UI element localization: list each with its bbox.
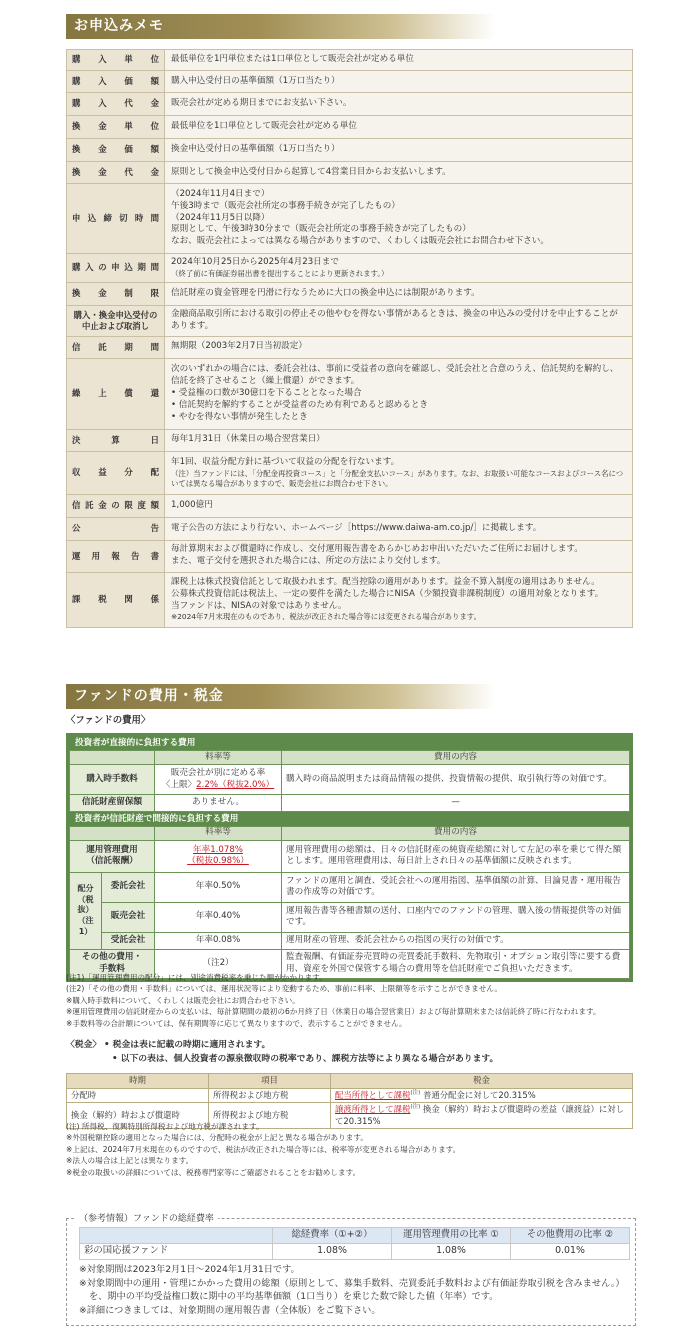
- memo-label-text: 購入・換金申込受付の中止および取消し: [73, 309, 158, 331]
- memo-label-text: [72, 551, 159, 563]
- memo-label-char: 申: [72, 212, 81, 223]
- tax-intro-line: [66, 1053, 636, 1067]
- tax-item: 所得税および地方税: [209, 1088, 331, 1103]
- fee-table-frame: [66, 733, 633, 982]
- tax-intro-text: • 税金は表に記載の時期に適用されます。: [104, 1040, 271, 1050]
- memo-row: [67, 71, 633, 93]
- memo-label-char: 繰: [72, 388, 81, 398]
- tax-sup: (注): [410, 1104, 421, 1111]
- fee-header-rate: 料率等: [155, 751, 282, 765]
- memo-label-text: [72, 144, 159, 156]
- fee-row-alloc: [70, 902, 630, 932]
- retained-label: 信託財産留保額: [70, 795, 155, 812]
- fee-row-purchase: [70, 765, 630, 795]
- memo-value: [165, 336, 633, 358]
- purchase-fee-content: 購入時の商品説明または商品情報の提供、投資情報の提供、取引執行等の対価です。: [282, 765, 630, 795]
- reference-note: ※対象期間中の運用・管理にかかった費用の総額（原則として、募集手数料、売買委託手数料および有価証券取引税を含みません。）を、期中の平均受益権口数に期中の平均基準価額（1口当り）を乗じた数で除した値（年率）です。: [79, 1277, 625, 1303]
- tax-note: ※税金の取扱いの詳細については、税務専門家等にご確認されることをお勧めします。: [66, 1167, 361, 1177]
- memo-line: 販売会社が定める期日までにお支払い下さい。: [171, 98, 352, 109]
- memo-label-char: 託: [85, 500, 94, 510]
- memo-value: [165, 254, 633, 283]
- mgmt-label-line: 運用管理費用: [86, 844, 138, 855]
- fee-header-row: [70, 826, 630, 840]
- retained-content: —: [282, 795, 630, 812]
- memo-label-char: 代: [124, 98, 133, 109]
- tax-detail: 普通分配金に対して20.315%: [423, 1089, 536, 1100]
- tax-item: 所得税および地方税: [209, 1103, 331, 1129]
- memo-line: 信託財産の資金管理を円滑に行なうために大口の換金申込には制限があります。: [171, 288, 480, 299]
- memo-label-char: 限: [124, 500, 133, 510]
- memo-line: • 信託契約を解約することが受益者のため有利であると認めるとき: [171, 399, 429, 410]
- fee-header-blank: [70, 826, 155, 840]
- memo-line: 毎年1月31日（休業日の場合翌営業日）: [171, 434, 325, 445]
- ratio-header-row: [80, 1228, 630, 1244]
- expense-ratio-table: [79, 1227, 630, 1260]
- memo-label-char: 決: [72, 434, 81, 445]
- mgmt-label: [70, 840, 155, 872]
- memo-row: [67, 358, 633, 429]
- memo-label: [67, 306, 165, 337]
- memo-label-char: 運: [72, 550, 81, 561]
- memo-row: [67, 184, 633, 254]
- memo-label-char: 度: [137, 500, 146, 510]
- reference-title: （参考情報）ファンドの総経費率: [75, 1213, 218, 1225]
- memo-label-char: 日: [150, 434, 159, 445]
- memo-label-char: 位: [150, 121, 159, 132]
- memo-note: ※2024年7月末現在のものであり、税法が改正された場合等には変更される場合があります。: [171, 612, 481, 622]
- memo-label-char: 間: [150, 341, 159, 352]
- fee-row-mgmt: [70, 840, 630, 872]
- tax-detail: 換金（解約）時および償還時の差益（譲渡益）に対して20.315%: [335, 1104, 625, 1126]
- memo-row: [67, 517, 633, 540]
- memo-label-char: 購: [72, 262, 81, 273]
- memo-line: 換金申込受付日の基準価額（1万口当たり）: [171, 144, 340, 155]
- fee-note: ※手数料等の合計額については、保有期間等に応じて異なりますので、表示することができません。: [66, 1018, 407, 1028]
- alloc-company-content: 運用財産の管理、委託会社からの指図の実行の対価です。: [282, 932, 630, 949]
- memo-value: [165, 306, 633, 337]
- tax-timing: 分配時: [67, 1088, 209, 1103]
- memo-label-char: 分: [124, 467, 133, 477]
- purchase-fee-rate-line: 販売会社が別に定める率: [170, 767, 266, 778]
- memo-label-char: 締: [103, 212, 112, 223]
- memo-line: また、電子交付を選択された場合には、所定の方法により交付します。: [171, 556, 446, 567]
- tax-note: ※上記は、2024年7月末現在のものですので、税法が改正された場合等には、税率等が変更される場合があります。: [66, 1144, 461, 1154]
- fee-row-retained: [70, 795, 630, 812]
- reference-note: ※対象期間は2023年2月1日〜2024年1月31日です。: [79, 1264, 300, 1275]
- memo-label-char: 入: [98, 54, 107, 65]
- memo-value: [165, 116, 633, 139]
- memo-label-char: 金: [98, 500, 107, 510]
- total-expense-ratio: 1.08%: [273, 1244, 392, 1260]
- memo-label-char: 限: [150, 288, 159, 299]
- memo-label: [67, 139, 165, 162]
- tax-intro-line: [66, 1039, 636, 1053]
- other-label-line: その他の費用・: [81, 951, 143, 962]
- ratio-header: [80, 1228, 273, 1244]
- memo-label: [67, 451, 165, 494]
- tax-header-row: [67, 1074, 633, 1089]
- tax-type: 譲渡所得として課税: [335, 1104, 411, 1115]
- memo-label-char: 価: [124, 144, 133, 155]
- reference-notes: [79, 1263, 629, 1317]
- memo-label-char: の: [111, 500, 120, 510]
- reference-box: [66, 1214, 636, 1326]
- memo-line: 1,000億円: [171, 499, 213, 510]
- fee-header-blank: [70, 751, 155, 765]
- memo-label: [67, 50, 165, 71]
- memo-label: [67, 71, 165, 93]
- fee-row-alloc: [70, 932, 630, 949]
- mgmt-fee-ratio: 1.08%: [392, 1244, 511, 1260]
- memo-row: [67, 540, 633, 572]
- alloc-company-label: 販売会社: [102, 902, 155, 932]
- memo-label-char: 金: [98, 144, 107, 155]
- memo-label-char: 入: [98, 75, 107, 86]
- memo-label-char: 申: [111, 262, 120, 273]
- memo-label-char: 金: [98, 121, 107, 132]
- memo-label-char: 換: [72, 144, 81, 155]
- memo-value: [165, 358, 633, 429]
- memo-line: なお、販売会社によっては異なる場合がありますので、くわしくは販売会社にお問合わせ下さい。: [171, 236, 549, 247]
- memo-label-char: 配: [150, 467, 159, 477]
- memo-label-char: 間: [150, 212, 159, 223]
- other-fee-ratio: 0.01%: [511, 1244, 630, 1260]
- other-content: 監査報酬、有価証券売買時の売買委託手数料、先物取引・オプション取引等に要する費用、資産を外国で保管する場合の費用等を信託財産でご負担いただきます。: [282, 949, 630, 978]
- tax-note: (注) 所得税、復興特別所得税および地方税が課されます。: [66, 1122, 264, 1131]
- memo-label-char: 信: [72, 341, 81, 352]
- memo-label-char: 金: [150, 98, 159, 109]
- memo-label-char: 位: [150, 54, 159, 65]
- memo-label-text: [72, 121, 159, 133]
- memo-label-char: 価: [124, 75, 133, 86]
- memo-label-char: 期: [124, 341, 133, 352]
- fund-name: 彩の国応援ファンド: [80, 1244, 273, 1260]
- memo-label-text: [72, 262, 159, 274]
- tax-note: ※外国税額控除の適用となった場合には、分配時の税金が上記と異なる場合があります。: [66, 1133, 368, 1143]
- cap-prefix: 〈上限〉: [161, 779, 197, 790]
- alloc-company-rate: 年率0.40%: [155, 902, 282, 932]
- purchase-fee-rate: [155, 765, 282, 795]
- memo-label-text: [72, 594, 159, 606]
- tax-header-tax: 税金: [331, 1074, 633, 1089]
- memo-line: 金融商品取引所における取引の停止その他やむを得ない事情があるときは、換金の申込みの受付けを中止することがあります。: [171, 309, 618, 331]
- memo-row: [67, 283, 633, 306]
- fee-row-alloc: [70, 872, 630, 902]
- memo-section-title: お申込みメモ: [66, 14, 496, 39]
- mgmt-content: 運用管理費用の総額は、日々の信託財産の純資産総額に対して左記の率を乗じて得た額とします。運用管理費用は、毎日計上され日々の基準価額に反映されます。: [282, 840, 630, 872]
- band-indirect: 投資者が信託財産で間接的に負担する費用: [75, 813, 239, 824]
- fee-note: (注2)「その他の費用・手数料」については、運用状況等により変動するため、事前に料率、上限額等を示すことができません。: [66, 984, 502, 994]
- ratio-header: 運用管理費用の比率 ①: [392, 1228, 511, 1244]
- memo-label-char: 換: [72, 121, 81, 132]
- memo-row: [67, 93, 633, 116]
- memo-label-char: 購: [72, 54, 81, 65]
- memo-label-char: 金: [150, 166, 159, 177]
- memo-label-char: 用: [91, 550, 101, 561]
- memo-row: [67, 116, 633, 139]
- tax-intro-text: • 以下の表は、個人投資者の源泉徴収時の税率であり、課税方法等により異なる場合があります。: [112, 1053, 499, 1064]
- memo-value: [165, 283, 633, 306]
- memo-line: • 受益権の口数が30億口を下ることとなった場合: [171, 387, 362, 398]
- memo-row: [67, 336, 633, 358]
- memo-note: （終了前に有価証券届出書を提出することにより更新されます。）: [171, 268, 389, 278]
- memo-label-char: 間: [150, 262, 159, 273]
- memo-row: [67, 572, 633, 627]
- memo-label-char: 算: [111, 434, 120, 445]
- ratio-header: その他費用の比率 ②: [511, 1228, 630, 1244]
- fee-header-content: 費用の内容: [282, 751, 630, 765]
- alloc-company-rate: 年率0.08%: [155, 932, 282, 949]
- memo-label-char: 単: [124, 121, 133, 132]
- memo-line: 次のいずれかの場合には、委託会社は、事前に受益者の意向を確認し、受託会社と合意のうえ、信託契約を解約し、信託を終了させること（繰上償還）ができます。: [171, 364, 619, 386]
- tax-label: 〈税金〉: [66, 1040, 102, 1050]
- ratio-row: [80, 1244, 630, 1260]
- other-rate: （注2）: [155, 949, 282, 978]
- memo-label: [67, 93, 165, 116]
- memo-label-text: [72, 76, 159, 88]
- fee-note: ※購入時手数料について、くわしくは販売会社にお問合わせ下さい。: [66, 995, 300, 1005]
- other-label-line: 手数料: [99, 963, 125, 974]
- memo-label-char: 託: [98, 341, 107, 352]
- memo-label: [67, 283, 165, 306]
- fee-note: ※運用管理費用の信託財産からの支払いは、毎計算期間の最初の6か月終了日（休業日の場合翌営業日）および毎計算期末または信託終了時に行なわれます。: [66, 1007, 601, 1017]
- memo-line: 2024年10月25日から2025年4月23日まで: [171, 257, 339, 267]
- memo-label: [67, 429, 165, 451]
- memo-label-text: [72, 523, 159, 535]
- memo-label-text: [72, 288, 159, 300]
- memo-label: [67, 494, 165, 517]
- memo-label: [67, 336, 165, 358]
- memo-line: 最低単位を1円単位または1口単位として販売会社が定める単位: [171, 54, 414, 65]
- mgmt-label-line: （信託報酬）: [86, 856, 138, 867]
- cap-value: 2.2%（税抜2.0%）: [196, 779, 275, 790]
- memo-label: [67, 572, 165, 627]
- memo-row: [67, 306, 633, 337]
- memo-row: [67, 50, 633, 71]
- memo-label-char: 還: [150, 388, 159, 398]
- memo-line: 課税上は株式投資信託として取扱われます。配当控除の適用があります。益金不算入制度の適用はありません。: [171, 576, 600, 587]
- memo-label-char: 告: [130, 550, 140, 561]
- memo-line: 原則として、午後3時30分まで（販売会社所定の事務手続きが完了したもの）: [171, 224, 471, 235]
- tax-header-timing: 時期: [67, 1074, 209, 1089]
- memo-label-char: 公: [72, 523, 81, 533]
- tax-type: 配当所得として課税: [335, 1089, 411, 1100]
- alloc-company-content: ファンドの運用と調査、受託会社への運用指図、基準価額の計算、目論見書・運用報告書の作成等の対価です。: [282, 872, 630, 902]
- memo-value: [165, 494, 633, 517]
- memo-label-char: 償: [124, 388, 133, 398]
- alloc-company-content: 運用報告書等各種書類の送付、口座内でのファンドの管理、購入後の情報提供等の対価です。: [282, 902, 630, 932]
- memo-row: [67, 494, 633, 517]
- purchase-fee-label: 購入時手数料: [70, 765, 155, 795]
- memo-label-char: の: [98, 262, 107, 273]
- fee-table-indirect: [69, 826, 630, 979]
- memo-label-text: [72, 167, 159, 179]
- memo-line: • やむを得ない事情が発生したとき: [171, 411, 308, 422]
- memo-label-char: 入: [85, 262, 94, 273]
- memo-label-char: 換: [72, 288, 81, 299]
- memo-label: [67, 358, 165, 429]
- memo-row: [67, 451, 633, 494]
- memo-label-char: 上: [98, 388, 107, 398]
- memo-line: 年1回、収益分配方針に基づいて収益の分配を行ないます。: [171, 456, 400, 467]
- fees-subtitle: 〈ファンドの費用〉: [66, 715, 151, 726]
- fee-notes: [66, 972, 636, 1029]
- memo-label-char: 告: [150, 523, 159, 533]
- tax-header-item: 項目: [209, 1074, 331, 1089]
- tax-intro: [66, 1039, 636, 1066]
- memo-value: [165, 517, 633, 540]
- tax-value: [331, 1088, 633, 1103]
- memo-label: [67, 540, 165, 572]
- memo-label-char: 課: [72, 594, 81, 604]
- fee-table-direct: [69, 750, 630, 812]
- retained-rate: ありません。: [155, 795, 282, 812]
- memo-value: [165, 93, 633, 116]
- fee-header-row: [70, 751, 630, 765]
- memo-label-text: [72, 435, 159, 447]
- memo-label-char: 単: [124, 54, 133, 65]
- memo-line: （2024年11月4日まで）: [171, 188, 270, 199]
- memo-label-char: 購: [72, 98, 81, 109]
- tax-sup: (注): [410, 1089, 421, 1096]
- alloc-label: 配分（税抜）（注1）: [70, 872, 102, 949]
- memo-value: [165, 50, 633, 71]
- memo-line: 購入申込受付日の基準価額（1万口当たり）: [171, 75, 340, 86]
- memo-value: [165, 572, 633, 627]
- reference-note: ※詳細につきましては、対象期間の運用報告書（全体版）をご覧下さい。: [79, 1304, 381, 1316]
- memo-label: [67, 184, 165, 254]
- memo-row: [67, 139, 633, 162]
- memo-label-char: 税: [98, 594, 107, 604]
- memo-value: [165, 540, 633, 572]
- memo-row: [67, 429, 633, 451]
- memo-line: 公募株式投資信託は税法上、一定の要件を満たした場合にNISA（少額投資非課税制度）の適用対象となります。: [171, 588, 604, 599]
- memo-line: 午後3時まで（販売会社所定の事務手続きが完了したもの）: [171, 200, 400, 211]
- memo-row: [67, 254, 633, 283]
- memo-label-char: 込: [87, 212, 97, 223]
- memo-line: （2024年11月5日以降）: [171, 212, 270, 223]
- memo-label-char: 書: [150, 550, 159, 561]
- memo-label-char: 時: [134, 212, 144, 223]
- memo-label-text: [72, 98, 159, 110]
- memo-label-text: [72, 467, 159, 479]
- memo-label-char: 係: [150, 594, 159, 604]
- memo-label-text: [72, 342, 159, 354]
- tax-notes: [66, 1121, 636, 1178]
- memo-label-char: 購: [72, 75, 81, 86]
- memo-label-char: 代: [124, 166, 133, 177]
- memo-label-char: 換: [72, 166, 81, 177]
- memo-label-char: 制: [124, 288, 133, 299]
- fee-header-content: 費用の内容: [282, 826, 630, 840]
- memo-label-char: 額: [150, 75, 159, 86]
- memo-label-char: 額: [150, 500, 159, 510]
- memo-value: [165, 184, 633, 254]
- memo-label: [67, 116, 165, 139]
- memo-label-char: 金: [98, 288, 107, 299]
- memo-table: [66, 49, 633, 628]
- memo-label-text: [72, 213, 159, 225]
- memo-note: （注）当ファンドには、「分配金再投資コース」と「分配金支払いコース」があります。なお、お取扱い可能なコースおよびコース名については異なる場合がありますので、販売会社にお問合わせ下さい。: [171, 468, 624, 488]
- mgmt-rate-line: 年率1.078%: [193, 844, 243, 855]
- memo-value: [165, 451, 633, 494]
- memo-label-char: 期: [137, 262, 146, 273]
- tax-timing: 換金（解約）時および償還時: [67, 1103, 209, 1129]
- alloc-company-label: 受託会社: [102, 932, 155, 949]
- memo-line: 毎計算期末および償還時に作成し、交付運用報告書をあらかじめお申出いただいたご住所にお届けします。: [171, 544, 583, 555]
- memo-line: 原則として換金申込受付日から起算して4営業日目からお支払いします。: [171, 166, 451, 177]
- memo-line: 最低単位を1口単位として販売会社が定める単位: [171, 121, 357, 132]
- memo-label-char: 関: [124, 594, 133, 604]
- fee-header-rate: 料率等: [155, 826, 282, 840]
- memo-label-char: 切: [119, 212, 128, 223]
- ratio-header: 総経費率（①+②）: [273, 1228, 392, 1244]
- memo-label-text: [72, 500, 159, 512]
- memo-label-char: 収: [72, 467, 81, 477]
- tax-row: [67, 1088, 633, 1103]
- memo-label-text: [72, 54, 159, 66]
- memo-value: [165, 429, 633, 451]
- memo-label-char: 入: [98, 98, 107, 109]
- memo-line: 無期限（2003年2月7日当初設定）: [171, 341, 307, 352]
- memo-label-char: 報: [111, 550, 120, 561]
- memo-label-char: 込: [124, 262, 133, 273]
- mgmt-rate-line: （税抜0.98%）: [187, 856, 249, 867]
- memo-label: [67, 517, 165, 540]
- memo-label: [67, 254, 165, 283]
- alloc-company-rate: 年率0.50%: [155, 872, 282, 902]
- memo-line: 当ファンドは、NISAの対象ではありません。: [171, 600, 347, 611]
- memo-value: [165, 139, 633, 162]
- memo-label-text: [72, 388, 159, 400]
- memo-label-char: 額: [150, 144, 159, 155]
- fees-section-title: ファンドの費用・税金: [66, 684, 496, 709]
- memo-value: [165, 71, 633, 93]
- memo-row: [67, 162, 633, 184]
- purchase-fee-cap: [159, 780, 277, 792]
- tax-note: ※法人の場合は上記とは異なります。: [66, 1156, 194, 1166]
- memo-value: [165, 162, 633, 184]
- memo-label-char: 益: [98, 467, 107, 477]
- alloc-company-label: 委託会社: [102, 872, 155, 902]
- fee-note: (注1)「運用管理費用の配分」には、別途消費税率を乗じた額がかかります。: [66, 973, 327, 982]
- band-direct: 投資者が直接的に負担する費用: [75, 738, 196, 748]
- memo-line: 電子公告の方法により行ない、ホームページ［https://www.daiwa-am.co.jp/］に掲載します。: [171, 522, 542, 533]
- memo-label-char: 金: [98, 166, 107, 177]
- memo-label-char: 信: [72, 500, 81, 510]
- memo-label: [67, 162, 165, 184]
- mgmt-rate: [155, 840, 282, 872]
